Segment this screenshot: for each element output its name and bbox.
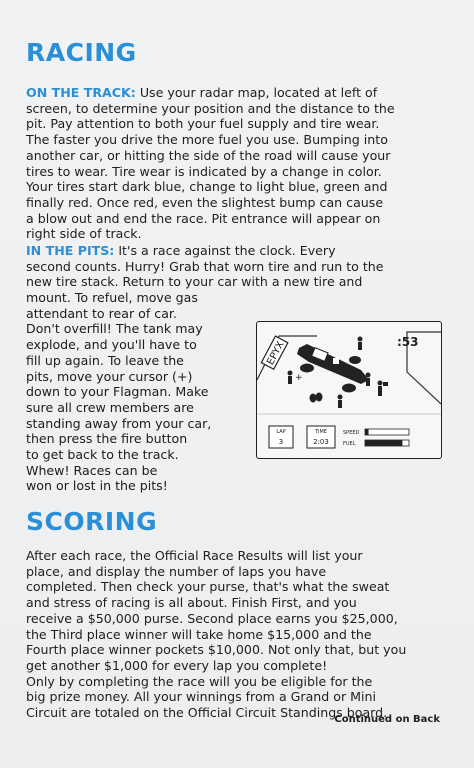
in-the-pits-paragraph [26, 243, 442, 290]
pits-line: explode, and you'll have to [26, 337, 197, 353]
track-line-text: Use your radar map, located at left of [135, 85, 378, 100]
tire-stack [310, 393, 323, 403]
lap-value: 3 [278, 438, 284, 446]
pits-line: down to your Flagman. Make [26, 384, 209, 400]
time-value: 2:03 [313, 438, 329, 446]
pits-line: Whew! Races can be [26, 462, 158, 478]
pits-line: Don't overfill! The tank may [26, 321, 203, 337]
scoring-line: Only by completing the race will you be eligible for the [26, 673, 373, 689]
pits-line-text: It's a race against the clock. Every [114, 243, 336, 258]
pits-line: standing away from your car, [26, 415, 212, 431]
track-line: screen, to determine your position and the distance to the [26, 100, 395, 116]
flagman [378, 381, 389, 397]
epyx-sign-text: EPYX [265, 339, 287, 368]
racing-heading: RACING [26, 38, 137, 67]
track-line: finally red. Once red, even the slightest bump can cause [26, 194, 384, 210]
pit-scene [257, 322, 441, 458]
scoring-line: place, and display the number of laps you have [26, 563, 327, 579]
crew-member [358, 337, 363, 351]
pits-line: pits, move your cursor (+) [26, 368, 193, 384]
pits-line: new tire stack. Return to your car with a new tire and [26, 274, 363, 290]
fuel-label: FUEL [343, 441, 356, 447]
scoring-line: get another $1,000 for every lap you complete! [26, 657, 328, 673]
scoring-line: completed. Then check your purse, that's what the sweat [26, 579, 390, 595]
scoring-line: After each race, the Official Race Results will list your [26, 548, 363, 563]
track-line: a blow out and end the race. Pit entrance will appear on [26, 210, 381, 226]
pits-line: fill up again. To leave the [26, 352, 184, 368]
scoring-line: big prize money. All your winnings from a Grand or Mini [26, 689, 377, 705]
lap-label: LAP [276, 429, 286, 435]
scoring-line: Circuit are totaled on the Official Circuit Standings board. [26, 705, 388, 721]
track-line: pit. Pay attention to both your fuel supply and tire wear. [26, 116, 380, 132]
race-car [297, 344, 369, 393]
pits-line: sure all crew members are [26, 399, 194, 415]
on-the-track-paragraph [26, 85, 442, 242]
continued-note: Continued on Back [334, 714, 440, 725]
pit-screen-illustration [256, 321, 442, 459]
track-line: right side of track. [26, 226, 142, 242]
fuel-gauge-fill [365, 440, 402, 446]
pit-timer: :53 [397, 335, 419, 349]
pits-line: won or lost in the pits! [26, 478, 168, 494]
track-line: tires to wear. Tire wear is indicated by a change in color. [26, 163, 382, 179]
pits-line: mount. To refuel, move gas [26, 290, 198, 305]
in-the-pits-label: IN THE PITS: [26, 243, 115, 258]
scoring-line: and stress of racing is all about. Finish First, and you [26, 595, 357, 611]
time-label: TIME [314, 429, 328, 435]
svg-text:+: + [295, 373, 303, 383]
scoring-line: receive a $50,000 purse. Second place earns you $25,000, [26, 610, 398, 626]
scoring-heading: SCORING [26, 507, 158, 536]
time-counter [307, 426, 335, 448]
in-the-pits-column [26, 290, 248, 494]
speed-gauge [365, 429, 409, 435]
speed-label: SPEED [343, 430, 360, 436]
on-the-track-label: ON THE TRACK: [26, 85, 136, 100]
track-line: The faster you drive the more fuel you use. Bumping into [26, 132, 388, 148]
track-line [26, 85, 442, 101]
speed-gauge-fill [365, 429, 369, 435]
pits-line: attendant to rear of car. [26, 305, 177, 321]
crew-member [366, 373, 371, 387]
pits-line: to get back to the track. [26, 447, 179, 463]
epyx-sign [261, 336, 287, 369]
lap-counter [269, 426, 293, 448]
crew-member [338, 395, 343, 409]
crew-member [288, 371, 303, 385]
pits-line: second counts. Hurry! Grab that worn tire and run to the [26, 258, 384, 274]
track-line: Your tires start dark blue, change to light blue, green and [26, 179, 388, 195]
track-line: another car, or hitting the side of the road will cause your [26, 147, 391, 163]
pits-line [26, 243, 442, 259]
scoring-paragraph [26, 548, 442, 721]
scoring-line: the Third place winner will take home $15,000 and the [26, 626, 372, 642]
scoring-line: Fourth place winner pockets $10,000. Not only that, but you [26, 642, 407, 658]
pits-line: then press the fire button [26, 431, 188, 447]
